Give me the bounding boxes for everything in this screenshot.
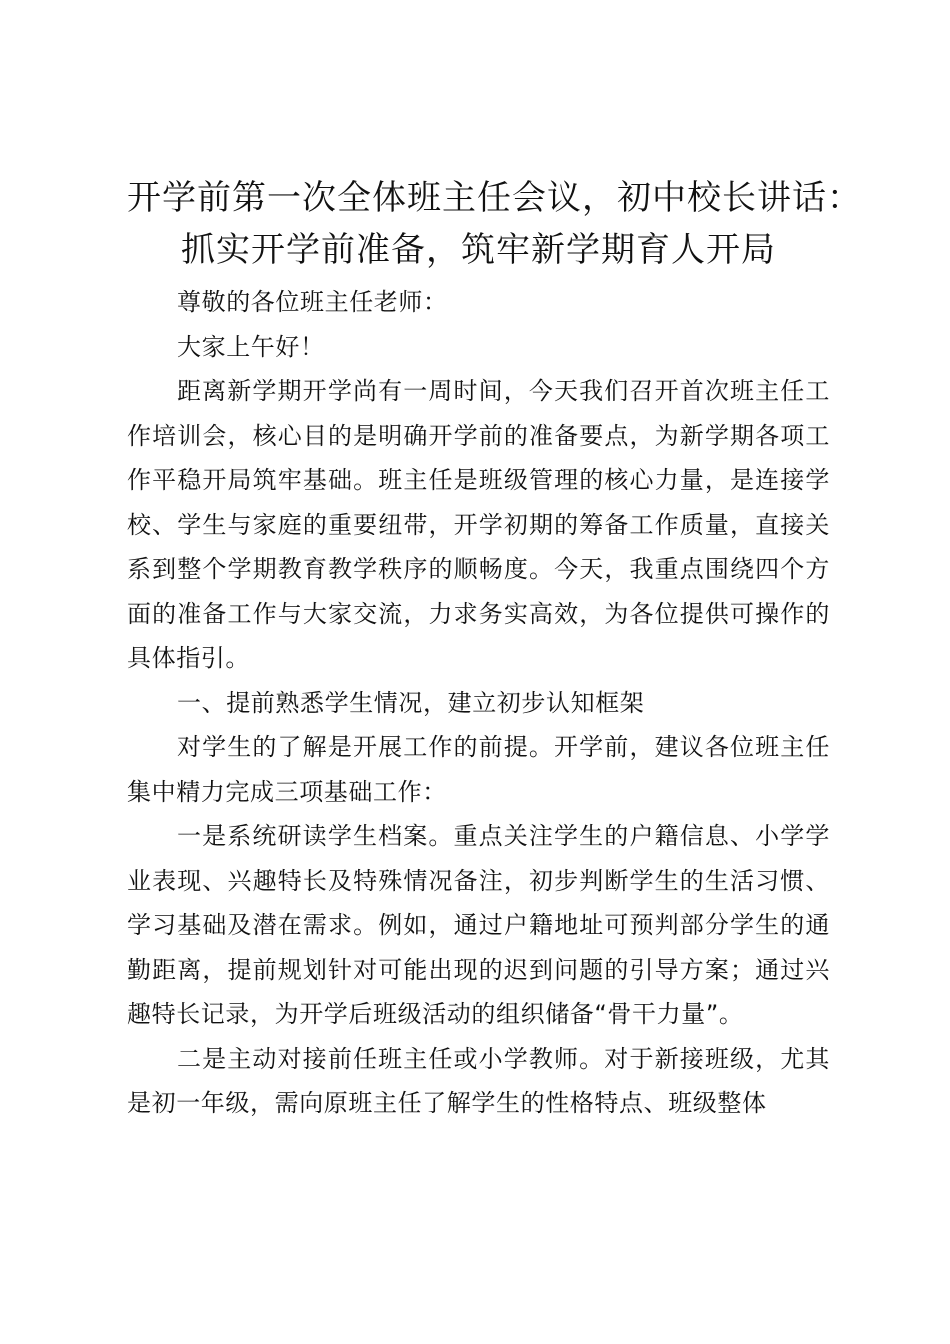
document-title bbox=[127, 172, 862, 276]
title-line-1: 开学前第一次全体班主任会议，初中校长讲话： bbox=[127, 178, 862, 218]
greeting: 大家上午好！ bbox=[177, 332, 325, 361]
item-2-paragraph: 二是主动对接前任班主任或小学教师。对于新接班级，尤其是初一年级，需向原班主任了解学生的性格特点、班级整体 bbox=[127, 1044, 830, 1117]
document-body bbox=[127, 280, 830, 1126]
intro-paragraph: 距离新学期开学尚有一周时间，今天我们召开首次班主任工作培训会，核心目的是明确开学前的准备要点，为新学期各项工作平稳开局筑牢基础。班主任是班级管理的核心力量，是连接学校、学生与家庭的重要纽带，开学初期的筹备工作质量，直接关系到整个学期教育教学秩序的顺畅度。今天，我重点围绕四个方面的准备工作与大家交流，力求务实高效，为各位提供可操作的具体指引。 bbox=[127, 377, 830, 672]
section-1-intro: 对学生的了解是开展工作的前提。开学前，建议各位班主任集中精力完成三项基础工作： bbox=[127, 733, 830, 806]
salutation: 尊敬的各位班主任老师： bbox=[177, 288, 448, 316]
section-1-heading: 一、提前熟悉学生情况，建立初步认知框架 bbox=[177, 688, 645, 717]
item-1-paragraph: 一是系统研读学生档案。重点关注学生的户籍信息、小学学业表现、兴趣特长及特殊情况备注，初步判断学生的生活习惯、学习基础及潜在需求。例如，通过户籍地址可预判部分学生的通勤距离，提前规划针对可能出现的迟到问题的引导方案；通过兴趣特长记录，为开学后班级活动的组织储备“骨干力量”。 bbox=[127, 822, 830, 1028]
title-line-2: 抓实开学前准备，筑牢新学期育人开局 bbox=[181, 230, 776, 270]
